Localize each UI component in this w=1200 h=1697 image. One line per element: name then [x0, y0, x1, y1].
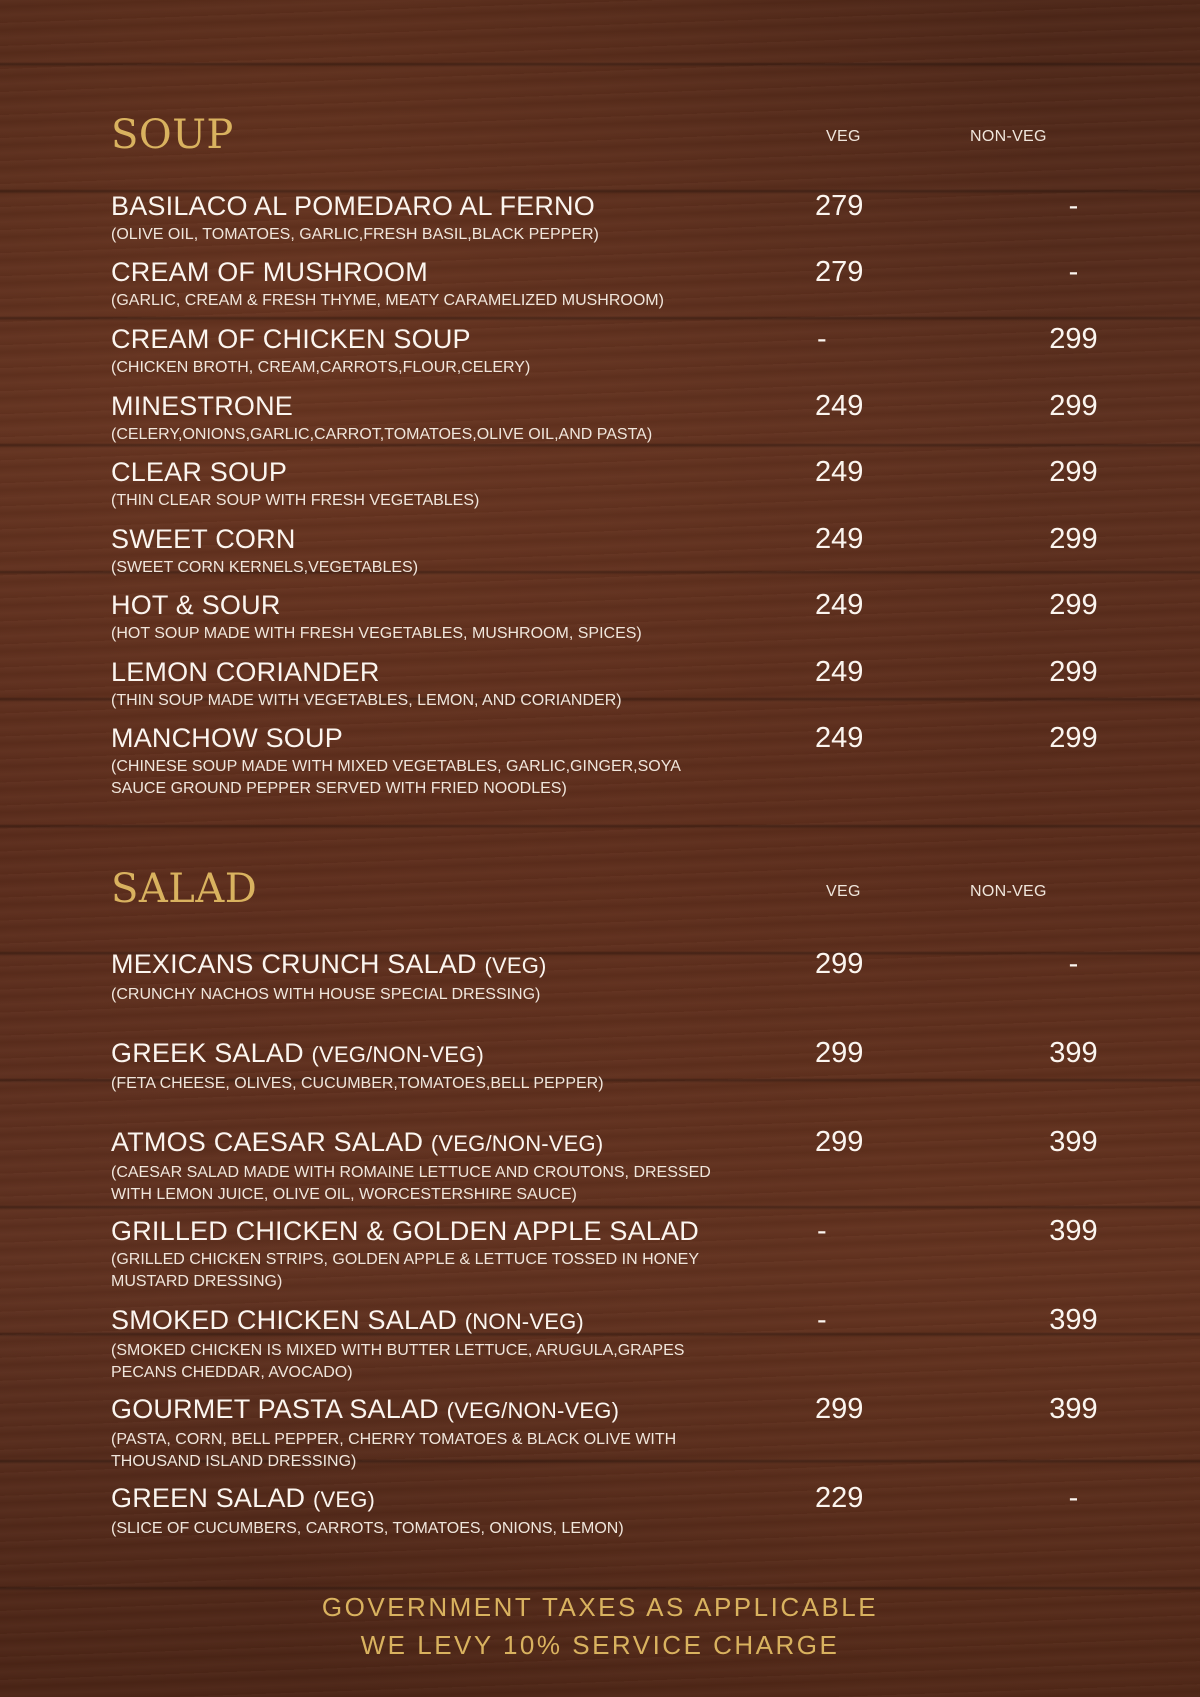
item-name [111, 1037, 1111, 1071]
item-tag: (VEG) [484, 953, 547, 978]
nonveg-price: 299 [1049, 390, 1098, 422]
nonveg-price: 399 [1049, 1215, 1098, 1247]
item-name-text: SMOKED CHICKEN SALAD [111, 1305, 458, 1335]
item-name-text: MEXICANS CRUNCH SALAD [111, 949, 477, 979]
item-description: (FETA CHEESE, OLIVES, CUCUMBER,TOMATOES,BELL PEPPER) [111, 1075, 604, 1092]
veg-price: 229 [815, 1482, 864, 1514]
salad-item [111, 1215, 1111, 1293]
salad-item [111, 1482, 1111, 1540]
item-name [111, 1304, 1111, 1338]
veg-price: 249 [815, 589, 864, 621]
veg-price: - [817, 323, 827, 355]
nonveg-price: 399 [1049, 1037, 1098, 1069]
item-description: (SWEET CORN KERNELS,VEGETABLES) [111, 559, 419, 576]
veg-price: 249 [815, 656, 864, 688]
veg-price: - [817, 1304, 827, 1336]
soup-item [111, 589, 1111, 645]
veg-price: 279 [815, 190, 864, 222]
item-name: CREAM OF MUSHROOM [111, 257, 428, 287]
item-name [111, 1126, 1111, 1160]
nonveg-price: - [1068, 1482, 1079, 1514]
salad-title: SALAD [111, 866, 258, 912]
veg-price: 279 [815, 256, 864, 288]
item-name: MINESTRONE [111, 391, 294, 421]
salad-item [111, 1037, 1111, 1095]
item-name: SWEET CORN [111, 524, 296, 554]
item-tag: (VEG) [312, 1487, 376, 1512]
nonveg-price: 299 [1049, 323, 1098, 355]
salad-nonveg-label: NON-VEG [970, 883, 1047, 900]
item-description: (PASTA, CORN, BELL PEPPER, CHERRY TOMATOES & BLACK OLIVE WITH THOUSAND ISLAND DRESSING) [111, 1431, 677, 1470]
veg-price: 299 [815, 1037, 864, 1069]
item-description: (CRUNCHY NACHOS WITH HOUSE SPECIAL DRESSING) [111, 986, 541, 1003]
item-name: BASILACO AL POMEDARO AL FERNO [111, 191, 595, 221]
item-description: (GARLIC, CREAM & FRESH THYME, MEATY CARAMELIZED MUSHROOM) [111, 292, 664, 309]
soup-item [111, 722, 1111, 800]
veg-price: 249 [815, 456, 864, 488]
nonveg-price: 299 [1049, 456, 1098, 488]
item-name: HOT & SOUR [111, 590, 281, 620]
item-name [111, 1482, 1111, 1516]
nonveg-price: 399 [1049, 1393, 1098, 1425]
item-name [111, 948, 1111, 982]
nonveg-price: 299 [1049, 722, 1098, 754]
salad-veg-label: VEG [826, 883, 861, 900]
veg-price: 249 [815, 523, 864, 555]
item-name-text: GREEK SALAD [111, 1038, 304, 1068]
soup-item [111, 523, 1111, 579]
nonveg-price: 399 [1049, 1126, 1098, 1158]
nonveg-price: 399 [1049, 1304, 1098, 1336]
salad-item [111, 1126, 1111, 1206]
veg-price: - [817, 1215, 827, 1247]
item-description: (CAESAR SALAD MADE WITH ROMAINE LETTUCE AND CROUTONS, DRESSED WITH LEMON JUICE, OLIVE OIL, WORCESTERSHIRE SAUCE) [111, 1164, 711, 1203]
item-tag: (VEG/NON-VEG) [311, 1042, 484, 1067]
soup-item [111, 323, 1111, 379]
item-description: (CELERY,ONIONS,GARLIC,CARROT,TOMATOES,OLIVE OIL,AND PASTA) [111, 426, 653, 443]
item-description: (SMOKED CHICKEN IS MIXED WITH BUTTER LETTUCE, ARUGULA,GRAPES PECANS CHEDDAR, AVOCADO) [111, 1342, 685, 1381]
veg-price: 299 [815, 1126, 864, 1158]
nonveg-price: 299 [1049, 523, 1098, 555]
item-tag: (NON-VEG) [464, 1309, 584, 1334]
item-name: MANCHOW SOUP [111, 723, 343, 753]
item-description: (HOT SOUP MADE WITH FRESH VEGETABLES, MUSHROOM, SPICES) [111, 625, 642, 642]
veg-price: 249 [815, 722, 864, 754]
nonveg-price: - [1068, 948, 1079, 980]
veg-price: 249 [815, 390, 864, 422]
soup-nonveg-label: NON-VEG [970, 128, 1047, 145]
item-description: (THIN CLEAR SOUP WITH FRESH VEGETABLES) [111, 492, 480, 509]
item-tag: (VEG/NON-VEG) [446, 1398, 620, 1423]
item-description: (CHINESE SOUP MADE WITH MIXED VEGETABLES, GARLIC,GINGER,SOYA SAUCE GROUND PEPPER SERVED WITH FRIED NOODLES) [111, 758, 680, 797]
nonveg-price: - [1068, 190, 1079, 222]
footer-taxes-note: GOVERNMENT TAXES AS APPLICABLE [321, 1592, 879, 1622]
item-name [111, 1393, 1111, 1427]
footer-service-charge-note: WE LEVY 10% SERVICE CHARGE [360, 1630, 840, 1660]
soup-item [111, 456, 1111, 512]
soup-item [111, 256, 1111, 312]
soup-title: SOUP [111, 112, 234, 158]
item-description: (SLICE OF CUCUMBERS, CARROTS, TOMATOES, ONIONS, LEMON) [111, 1520, 624, 1537]
item-description: (THIN SOUP MADE WITH VEGETABLES, LEMON, AND CORIANDER) [111, 692, 622, 709]
soup-item [111, 390, 1111, 446]
item-name-text: GREEN SALAD [111, 1483, 306, 1513]
nonveg-price: 299 [1049, 589, 1098, 621]
nonveg-price: 299 [1049, 656, 1098, 688]
soup-veg-label: VEG [826, 128, 861, 145]
soup-item [111, 656, 1111, 712]
item-description: (OLIVE OIL, TOMATOES, GARLIC,FRESH BASIL,BLACK PEPPER) [111, 226, 599, 243]
item-name-text: ATMOS CAESAR SALAD [111, 1127, 424, 1157]
nonveg-price: - [1068, 256, 1079, 288]
veg-price: 299 [815, 1393, 864, 1425]
item-name: GRILLED CHICKEN & GOLDEN APPLE SALAD [111, 1216, 699, 1246]
item-name: LEMON CORIANDER [111, 657, 380, 687]
item-name-text: GOURMET PASTA SALAD [111, 1394, 439, 1424]
veg-price: 299 [815, 948, 864, 980]
item-description: (CHICKEN BROTH, CREAM,CARROTS,FLOUR,CELERY) [111, 359, 531, 376]
salad-item [111, 1393, 1111, 1473]
salad-item [111, 948, 1111, 1006]
item-description: (GRILLED CHICKEN STRIPS, GOLDEN APPLE & LETTUCE TOSSED IN HONEY MUSTARD DRESSING) [111, 1251, 699, 1290]
salad-item [111, 1304, 1111, 1384]
item-tag: (VEG/NON-VEG) [430, 1131, 604, 1156]
item-name: CREAM OF CHICKEN SOUP [111, 324, 471, 354]
soup-item [111, 190, 1111, 246]
item-name: CLEAR SOUP [111, 457, 288, 487]
